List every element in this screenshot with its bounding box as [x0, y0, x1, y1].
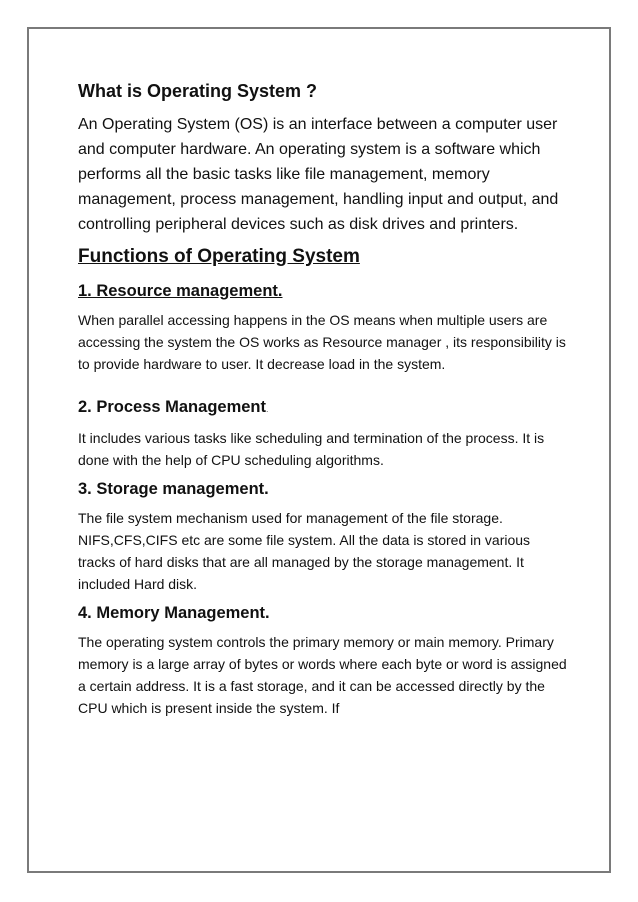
section-body: It includes various tasks like scheduling and termination of the process. It is done with the help of CPU scheduling algorithms.	[78, 430, 545, 468]
section-heading-text: 3. Storage management.	[78, 480, 269, 498]
section-memory-management	[78, 601, 568, 719]
section-heading-text: 4. Memory Management.	[78, 604, 270, 622]
intro-paragraph: An Operating System (OS) is an interface between a computer user and computer hardware. An operating system is a software which performs all the basic tasks like file management, memory management, process management, handling input and output, and controlling peripheral devices such as disk drives and printers.	[78, 116, 559, 233]
section-heading-text: 2. Process Management	[78, 398, 266, 416]
section-body: When parallel accessing happens in the OS means when multiple users are accessing the system the OS works as Resource manager , its responsibility is to provide hardware to user. It decrease load in the system.	[78, 312, 566, 372]
section-heading	[78, 279, 568, 303]
section-heading	[78, 601, 568, 625]
section-heading	[78, 395, 568, 421]
page-title: What is Operating System ?	[78, 81, 318, 101]
document-content	[78, 78, 568, 719]
section-process-management	[78, 395, 568, 471]
section-heading-suffix: .	[266, 404, 269, 414]
section-body: The operating system controls the primary memory or main memory. Primary memory is a large array of bytes or words where each byte or word is assigned a certain address. It is a fast storage, and it can be accessed directly by the CPU which is present inside the system. If	[78, 634, 567, 716]
functions-heading: Functions of Operating System	[78, 246, 360, 267]
section-heading	[78, 477, 568, 501]
section-body: The file system mechanism used for management of the file storage. NIFS,CFS,CIFS etc are some file system. All the data is stored in various tracks of hard disks that are all managed by the storage management. It included Hard disk.	[78, 510, 531, 592]
section-resource-management	[78, 279, 568, 375]
section-storage-management	[78, 477, 568, 595]
section-heading-text: 1. Resource management.	[78, 282, 283, 300]
